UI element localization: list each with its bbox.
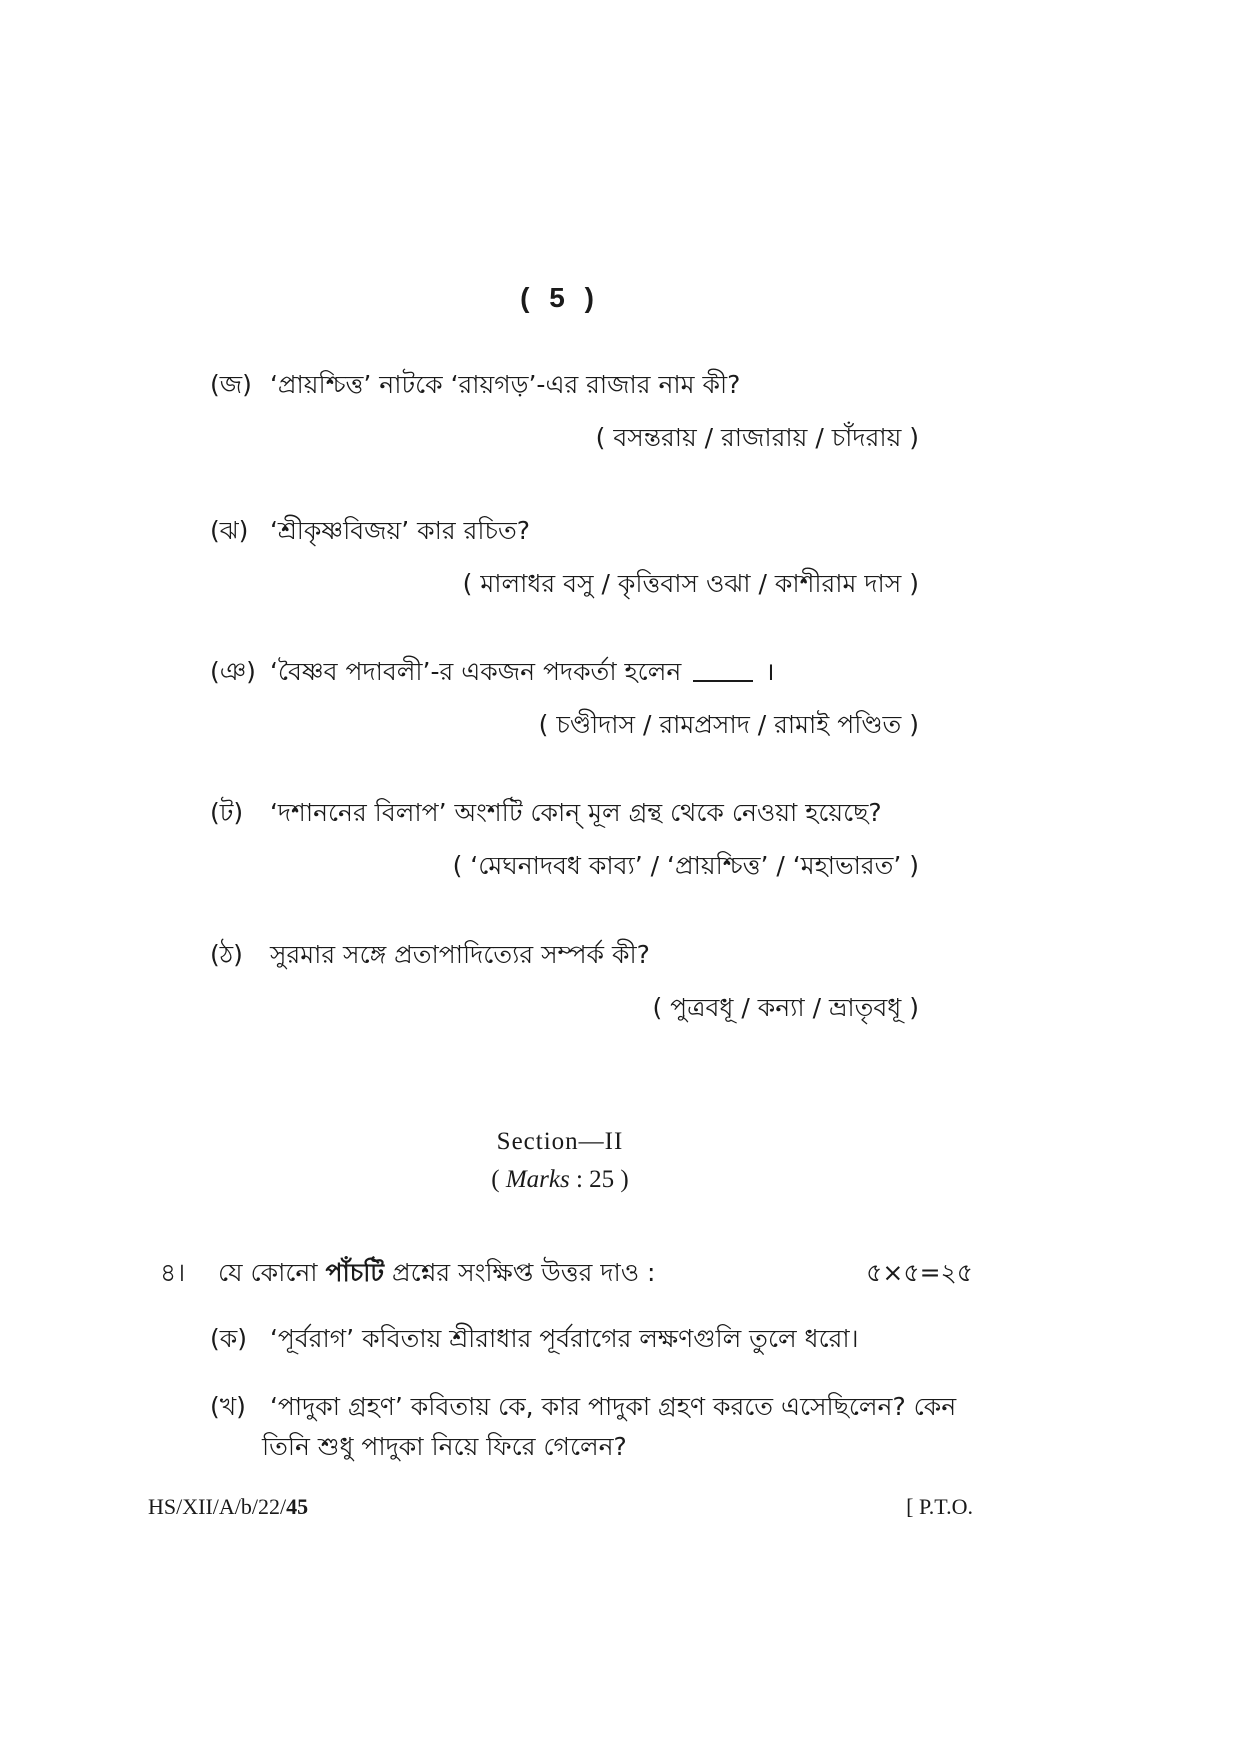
marks-label: Marks [505,1166,570,1193]
section-marks [0,1166,1120,1194]
question-label: (ঝ) [210,516,249,545]
paper-code [148,1494,308,1520]
question-label: (ট) [210,798,244,827]
section-title: Section—II [496,1128,624,1155]
question-end: । [765,657,775,686]
marks-open: ( [491,1166,500,1193]
question-label: (খ) [210,1392,246,1421]
options-ja: ( বসন্তরায় / রাজারায় / চাঁদরায় ) [595,423,919,452]
marks-value: : 25 ) [575,1166,629,1193]
question-4 [160,1256,655,1290]
paper-code-prefix: HS/XII/A/b/22/ [148,1494,287,1519]
question-label: (ঠ) [210,940,243,969]
question-text-bold: পাঁচটি [325,1258,384,1287]
question-jha [210,514,530,548]
question-text: ‘পূর্বরাগ’ কবিতায় শ্রীরাধার পূর্বরাগের লক্ষণগুলি তুলে ধরো। [269,1324,859,1353]
question-label: (ক) [210,1324,247,1353]
paper-code-number: 45 [286,1494,309,1519]
question-4-kha-line2: তিনি শুধু পাদুকা নিয়ে ফিরে গেলেন? [262,1432,627,1461]
page-number: ( 5 ) [520,282,600,313]
answer-blank [693,680,753,682]
question-ja [210,368,740,402]
question-label: (ঞ) [210,657,256,686]
question-ta [210,796,882,830]
question-text: সুরমার সঙ্গে প্রতাপাদিত্যের সম্পর্ক কী? [269,940,650,969]
question-nya [210,655,775,689]
question-text: ‘দশাননের বিলাপ’ অংশটি কোন্ মূল গ্রন্থ থেকে নেওয়া হয়েছে? [269,798,882,827]
question-tha [210,938,650,972]
options-ta: ( ‘মেঘনাদবধ কাব্য’ / ‘প্রায়শ্চিত্ত’ / ‘মহাভারত’ ) [452,851,919,880]
question-4-kha [210,1390,956,1424]
options-tha: ( পুত্রবধূ / কন্যা / ভ্রাতৃবধূ ) [652,993,919,1022]
question-4-marks: ৫×৫=২৫ [866,1258,973,1287]
question-number: ৪। [160,1258,186,1287]
options-nya: ( চণ্ডীদাস / রামপ্রসাদ / রামাই পণ্ডিত ) [538,710,919,739]
question-4-ka [210,1322,859,1356]
question-text-after: প্রশ্নের সংক্ষিপ্ত উত্তর দাও : [391,1258,656,1287]
options-jha: ( মালাধর বসু / কৃত্তিবাস ওঝা / কাশীরাম দাস ) [462,569,919,598]
question-text: ‘বৈষ্ণব পদাবলী’-র একজন পদকর্তা হলেন [269,657,682,686]
pto-marker: [ P.T.O. [906,1494,973,1519]
question-text-line1: ‘পাদুকা গ্রহণ’ কবিতায় কে, কার পাদুকা গ্রহণ করতে এসেছিলেন? কেন [269,1392,957,1421]
question-text-before: যে কোনো [217,1258,318,1287]
question-text: ‘শ্রীকৃষ্ণবিজয়’ কার রচিত? [269,516,531,545]
question-text: ‘প্রায়শ্চিত্ত’ নাটকে ‘রায়গড়’-এর রাজার নাম কী? [269,370,741,399]
question-label: (জ) [210,370,252,399]
